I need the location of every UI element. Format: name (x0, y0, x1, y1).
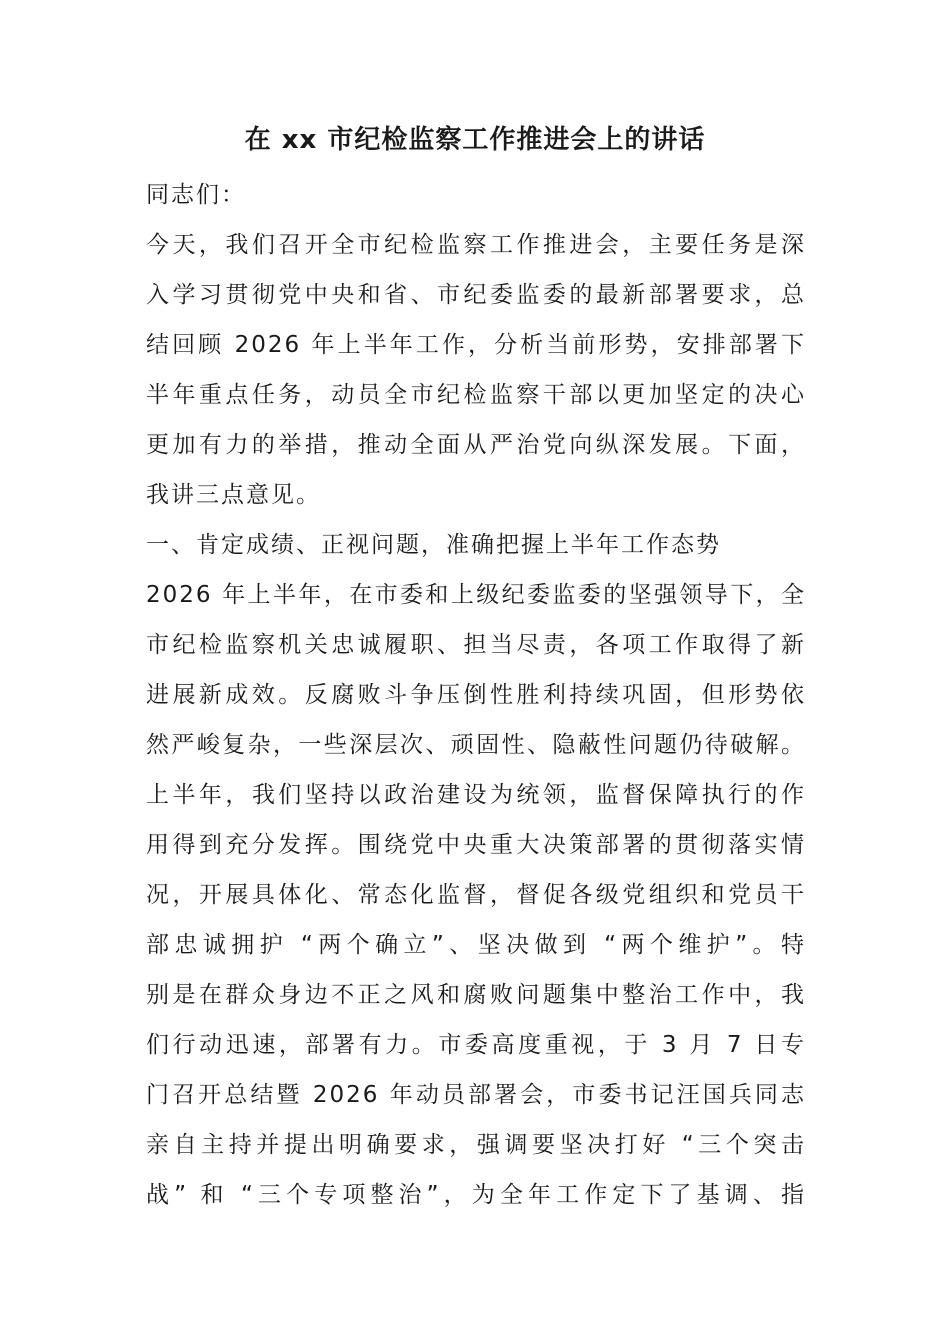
paragraph-line: 入学习贯彻党中央和省、市纪委监委的最新部署要求，总 (146, 282, 806, 308)
paragraph-line: 2026 年上半年，在市委和上级纪委监委的坚强领导下，全 (146, 582, 806, 608)
paragraph-line: 结回顾 2026 年上半年工作，分析当前形势，安排部署下 (146, 332, 806, 358)
paragraph-line: 更加有力的举措，推动全面从严治党向纵深发展。下面， (146, 432, 806, 458)
document-title: 在 xx 市纪检监察工作推进会上的讲话 (244, 125, 706, 155)
paragraph-line: 上半年，我们坚持以政治建设为统领，监督保障执行的作 (146, 782, 806, 808)
section-heading: 一、肯定成绩、正视问题，准确把握上半年工作态势 (146, 532, 721, 558)
paragraph-line: 部忠诚拥护 “两个确立”、坚决做到 “两个维护”。特 (146, 932, 806, 958)
paragraph-line: 然严峻复杂，一些深层次、顽固性、隐蔽性问题仍待破解。 (146, 732, 806, 758)
paragraph-line: 今天，我们召开全市纪检监察工作推进会，主要任务是深 (146, 232, 806, 258)
paragraph-line: 我讲三点意见。 (146, 482, 321, 508)
paragraph-line: 用得到充分发挥。围绕党中央重大决策部署的贯彻落实情 (146, 832, 806, 858)
document-body (146, 170, 806, 1220)
paragraph-line: 半年重点任务，动员全市纪检监察干部以更加坚定的决心 (146, 382, 806, 408)
paragraph-line: 战” 和 “三个专项整治”，为全年工作定下了基调、指 (146, 1182, 806, 1208)
paragraph-line: 们行动迅速，部署有力。市委高度重视，于 3 月 7 日专 (146, 1032, 806, 1058)
salutation-line: 同志们： (146, 182, 246, 208)
paragraph-line: 况，开展具体化、常态化监督，督促各级党组织和党员干 (146, 882, 806, 908)
paragraph-line: 门召开总结暨 2026 年动员部署会，市委书记汪国兵同志 (146, 1082, 806, 1108)
paragraph-line: 别是在群众身边不正之风和腐败问题集中整治工作中，我 (146, 982, 806, 1008)
paragraph-line: 亲自主持并提出明确要求，强调要坚决打好 “三个突击 (146, 1132, 806, 1158)
paragraph-line: 进展新成效。反腐败斗争压倒性胜利持续巩固，但形势依 (146, 682, 806, 708)
paragraph-line: 市纪检监察机关忠诚履职、担当尽责，各项工作取得了新 (146, 632, 806, 658)
